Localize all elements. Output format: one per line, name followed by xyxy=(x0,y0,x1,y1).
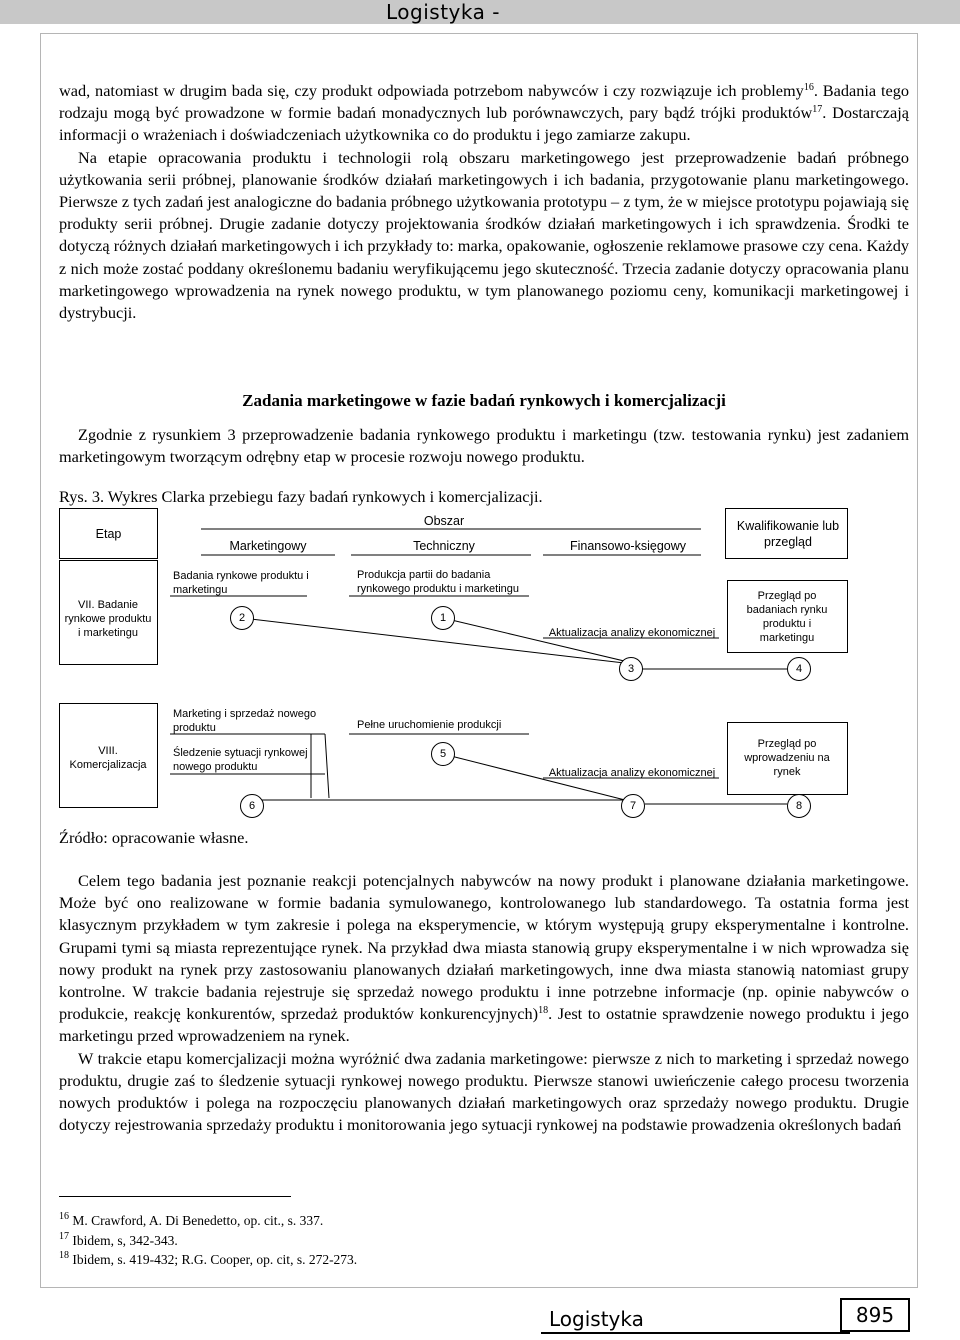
node-5: 5 xyxy=(431,742,455,766)
clark-diagram xyxy=(59,508,909,826)
node-2: 2 xyxy=(230,606,254,630)
stage8-label: VIII. Komercjalizacja xyxy=(69,745,147,771)
paragraph-2: Na etapie opracowania produktu i technologii rolą obszaru marketingowego jest przeprowadzenie badań próbnego użytkowania serii próbnej, planowanie środków działań marketingowych i ich badania, przygotowanie planu marketingowego. Pierwsze z tych zadań jest analogiczne do badania próbnego użytkowania prototypu – z tym, że w miejsce prototypu pojawiają się produkty serii próbnej. Drugie zadanie dotyczy projektowania środków działań marketingowych i ich sprawdzenia. Środki te dotyczą różnych działań marketingowych i ich przykłady to: marka, opakowanie, ogłoszenie reklamowe prasowe czy cena. Każdy z nich może zostać poddany określonemu badaniu weryfikującemu jego skuteczność. Trzecia zadanie dotyczy opracowania planu marketingowego wprowadzenia na rynek nowego produktu, w tym planowanego poziomu ceny, komunikacji marketingowej i dystrybucji. xyxy=(59,147,909,323)
task-marketing-sprzedaz: Marketing i sprzedaż nowego produktu xyxy=(173,708,317,734)
footnote-18: $^{18}$ Ibidem, s. 419-432; R.G. Cooper, op. cit, s. 272-273. xyxy=(59,1250,358,1268)
task-przeglad-po-badaniach: Przegląd po badaniach rynku produktu i marketingu xyxy=(746,590,828,644)
task-pelne-uruchomienie: Pełne uruchomienie produkcji xyxy=(357,719,502,731)
footnote-17: $^{17}$ Ibidem, s, 342-343. xyxy=(59,1230,178,1248)
paragraph-3: Zgodnie z rysunkiem 3 przeprowadzenie badania rynkowego produktu i marketingu (tzw. testowania rynku) jest zadaniem marketingowym tworzącym odrębny etap w procesie rozwoju nowego produktu. xyxy=(59,425,909,467)
journal-title: Logistyka - xyxy=(386,0,500,24)
paragraph-5: W trakcie etapu komercjalizacji można wyróżnić dwa zadania marketingowe: pierwsze z nich to marketing i sprzedaż nowego produktu, drugie zaś to śledzenie sytuacji rynkowej nowego produktu. Pierwsze stanowi uwieńczenie całego procesu tworzenia nowych produktów i polega na rozpoczęciu planowanych działań marketingowych oraz sprzedaży nowego produktu. Drugie dotyczy rejestrowania sprzedaży produktu i monitorowania jego sytuacji rynkowej na podstawie prowadzenia określonych badań xyxy=(59,1048,909,1135)
col-etap: Etap xyxy=(95,527,122,541)
col-marketingowy: Marketingowy xyxy=(229,539,307,553)
task-sledzenie: Śledzenie sytuacji rynkowej nowego produktu xyxy=(173,747,308,773)
footer-journal-name: Logistyka xyxy=(549,1307,644,1331)
node-1: 1 xyxy=(431,606,455,630)
section-heading: Zadania marketingowe w fazie badań rynkowych i komercjalizacji xyxy=(242,391,726,410)
stage7-label: VII. Badanie rynkowe produktu i marketingu xyxy=(64,599,152,639)
col-kwalifikowanie: Kwalifikowanie lub przegląd xyxy=(736,519,840,549)
footnotes xyxy=(59,1211,357,1270)
page-number: 895 xyxy=(840,1298,910,1332)
paragraph-block-1 xyxy=(59,80,909,324)
footnote-rule xyxy=(59,1196,291,1197)
task-aktualizacja-1: Aktualizacja analizy ekonomicznej xyxy=(548,627,716,639)
footnote-16: $^{16}$ M. Crawford, A. Di Benedetto, op. cit., s. 337. xyxy=(59,1211,324,1228)
node-6: 6 xyxy=(240,794,264,818)
footer-underline xyxy=(541,1332,850,1334)
paragraph-1: wad, natomiast w drugim bada się, czy produkt odpowiada potrzebom nabywców i czy rozwiązuje ich problemy$^{16}$. Badania tego rodzaju mogą być prowadzone w formie badań monadycznych lub porównawczych, pary bądź trójki produktów$^{17}$. Dostarczają informacji o wrażeniach i doświadczeniach użytkownika co do produktu i jego zamiarze zakupu. xyxy=(59,81,910,145)
node-4: 4 xyxy=(787,657,811,681)
node-8: 8 xyxy=(787,794,811,818)
col-obszar: Obszar xyxy=(423,514,465,528)
figure-caption: Rys. 3. Wykres Clarka przebiegu fazy badań rynkowych i komercjalizacji. xyxy=(59,487,543,506)
node-7: 7 xyxy=(621,794,645,818)
paragraph-4: Celem tego badania jest poznanie reakcji potencjalnych nabywców na nowy produkt i planowane działania marketingowe. Może być ono realizowane w formie badania symulowanego, kontrolowanego lub standardowego. Ta ostatnia forma jest klasycznym przykładem w tym zakresie i polega na eksperymencie, w którym występują grupy eksperymentalne i kontrolne. Grupami tymi są miasta reprezentujące rynek. Na przykład dwa miasta stanowią grupy eksperymentalne i w nich wprowadza się nowy produkt na rynek przy zastosowaniu planowanych działań marketingowych, inne dwa miasta stanowią natomiast grupy kontrolne. W trakcie badania rejestruje się sprzedaż nowego produktu i inne potrzebne informacje (np. opinie nabywców o produkcie, reakcję konkurentów, sprzedaż produktów konkurencyjnych)$^{18}$. Jest to ostatnie sprawdzenie nowego produktu i jego marketingu przed wprowadzeniem na rynek. xyxy=(59,871,909,1046)
top-banner xyxy=(0,0,960,24)
task-aktualizacja-2: Aktualizacja analizy ekonomicznej xyxy=(548,767,716,779)
col-finansowy: Finansowo-księgowy xyxy=(569,539,687,553)
paragraph-block-3 xyxy=(59,870,909,1136)
figure-source: Źródło: opracowanie własne. xyxy=(59,828,249,847)
task-przeglad-po-wprowadzeniu: Przegląd po wprowadzeniu na rynek xyxy=(744,738,830,778)
node-3: 3 xyxy=(619,657,643,681)
task-badania-rynkowe: Badania rynkowe produktu i marketingu xyxy=(173,570,309,596)
col-techniczny: Techniczny xyxy=(413,539,475,553)
task-produkcja-partii: Produkcja partii do badania rynkowego produktu i marketingu xyxy=(357,569,520,595)
paragraph-block-2 xyxy=(59,424,909,468)
